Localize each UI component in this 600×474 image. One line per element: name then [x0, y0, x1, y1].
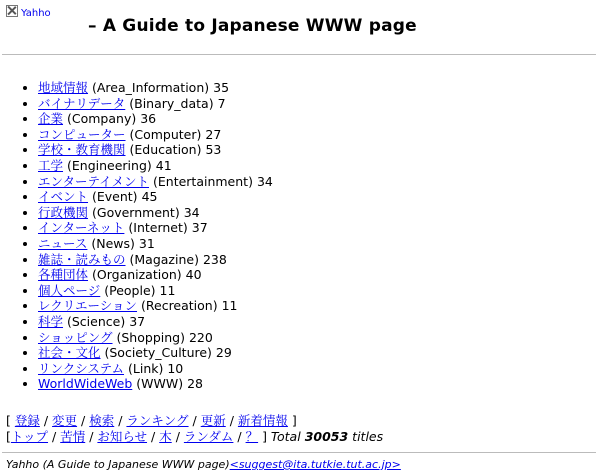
- nav-help-link[interactable]: ？: [245, 428, 259, 444]
- category-link[interactable]: 工学: [38, 157, 64, 173]
- category-count: 7: [217, 95, 226, 111]
- category-english: (Entertainment): [153, 173, 253, 189]
- category-link[interactable]: エンターテイメント: [38, 173, 150, 189]
- nav-row-1: [ 登録 / 変更 / 検索 / ランキング / 更新 / 新着情報 ]: [6, 413, 297, 428]
- category-english: (WWW): [136, 376, 184, 392]
- category-link[interactable]: 企業: [38, 111, 64, 127]
- category-count: 27: [205, 126, 222, 142]
- nav-search-link[interactable]: 検索: [89, 413, 115, 428]
- nav-new-info-link[interactable]: 新着情報: [237, 413, 288, 428]
- category-count: 10: [167, 360, 184, 376]
- category-english: (Engineering): [67, 157, 152, 173]
- list-item: [38, 174, 273, 190]
- logo-alt-text: Yahho: [21, 8, 51, 19]
- list-item: [38, 220, 273, 236]
- category-link[interactable]: 各種団体: [38, 267, 89, 283]
- list-item: [38, 252, 273, 268]
- list-item: [38, 236, 273, 252]
- category-link[interactable]: 雑誌・読みもの: [38, 251, 126, 267]
- total-count: 30053: [304, 428, 349, 444]
- list-item: [38, 111, 273, 127]
- category-link[interactable]: ニュース: [38, 235, 88, 251]
- category-count: 41: [155, 157, 172, 173]
- category-link[interactable]: リンクシステム: [38, 360, 125, 376]
- category-english: (Shopping): [116, 329, 185, 345]
- list-item: [38, 314, 273, 330]
- category-english: (Science): [67, 313, 126, 329]
- category-count: 34: [183, 204, 200, 220]
- top-divider: [2, 54, 596, 55]
- navigation-links: [6, 413, 383, 444]
- category-link[interactable]: コンピューター: [38, 126, 126, 142]
- category-english: (Government): [92, 204, 180, 220]
- category-count: 37: [191, 220, 208, 236]
- category-link[interactable]: イベント: [38, 189, 89, 205]
- logo-broken-image: [6, 5, 51, 19]
- footer-address: [6, 458, 401, 471]
- list-item: [38, 205, 273, 221]
- total-suffix: titles: [352, 428, 384, 444]
- list-item: [38, 267, 273, 283]
- category-english: (Magazine): [129, 251, 199, 267]
- list-item: [38, 158, 273, 174]
- list-item: [38, 361, 273, 377]
- category-link[interactable]: 社会・文化: [38, 345, 101, 361]
- category-english: (Organization): [92, 267, 182, 283]
- category-count: 40: [185, 267, 202, 283]
- contact-email-link[interactable]: <suggest@ita.tutkie.tut.ac.jp>: [229, 458, 401, 471]
- category-count: 53: [205, 142, 222, 158]
- list-item: [38, 189, 273, 205]
- footer-text: Yahho (A Guide to Japanese WWW page): [6, 458, 230, 471]
- category-link[interactable]: 学校・教育機関: [38, 142, 126, 158]
- list-item: [38, 142, 273, 158]
- category-english: (Society_Culture): [104, 345, 212, 361]
- category-link[interactable]: レクリエーション: [38, 298, 138, 314]
- nav-ranking-link[interactable]: ランキング: [126, 413, 189, 428]
- category-link[interactable]: 地域情報: [38, 80, 89, 95]
- category-english: (Recreation): [141, 298, 218, 314]
- nav-register-link[interactable]: 登録: [14, 413, 40, 428]
- total-label: Total: [270, 428, 301, 444]
- list-item: [38, 127, 273, 143]
- broken-image-icon: [6, 5, 18, 17]
- nav-change-link[interactable]: 変更: [52, 413, 78, 428]
- nav-random-link[interactable]: ランダム: [183, 428, 234, 444]
- category-count: 36: [140, 111, 157, 127]
- nav-row-2: [トップ / 苦情 / お知らせ / 木 / ランダム / ？ ] Total 30053 titles: [6, 428, 384, 444]
- category-link[interactable]: 行政機関: [38, 204, 89, 220]
- category-english: (Company): [67, 111, 137, 127]
- category-english: (Computer): [129, 126, 202, 142]
- category-english: (Event): [92, 189, 138, 205]
- category-english: (Link): [128, 360, 164, 376]
- category-count: 238: [202, 251, 227, 267]
- category-link[interactable]: 科学: [38, 313, 64, 329]
- nav-tree-link[interactable]: 木: [159, 428, 172, 444]
- list-item: [38, 283, 273, 299]
- category-link[interactable]: バイナリデータ: [38, 95, 126, 111]
- list-item: [38, 330, 273, 346]
- category-count: 220: [188, 329, 213, 345]
- bottom-divider: [2, 452, 596, 453]
- category-count: 11: [159, 282, 176, 298]
- category-english: (People): [104, 282, 156, 298]
- category-english: (News): [91, 235, 135, 251]
- list-item: [38, 298, 273, 314]
- page-title: – A Guide to Japanese WWW page: [88, 16, 417, 36]
- category-link[interactable]: WorldWideWeb: [38, 376, 133, 392]
- category-list: [0, 80, 273, 392]
- category-link[interactable]: ショッピング: [38, 329, 113, 345]
- category-english: (Area_Information): [92, 80, 210, 95]
- category-count: 11: [221, 298, 238, 314]
- category-count: 35: [213, 80, 230, 95]
- category-count: 37: [129, 313, 146, 329]
- list-item: [38, 96, 273, 112]
- category-count: 28: [187, 376, 203, 392]
- category-count: 31: [138, 235, 155, 251]
- nav-complaint-link[interactable]: 苦情: [60, 428, 86, 444]
- list-item: [38, 376, 273, 392]
- category-link[interactable]: 個人ページ: [38, 282, 101, 298]
- category-count: 45: [141, 189, 158, 205]
- category-count: 34: [256, 173, 273, 189]
- category-link[interactable]: インターネット: [38, 220, 125, 236]
- category-english: (Internet): [128, 220, 188, 236]
- category-count: 29: [215, 345, 232, 361]
- list-item: [38, 345, 273, 361]
- nav-update-link[interactable]: 更新: [200, 413, 226, 428]
- list-item: [38, 80, 273, 96]
- nav-notice-link[interactable]: お知らせ: [97, 428, 148, 444]
- category-english: (Binary_data): [129, 95, 214, 111]
- nav-top-link[interactable]: トップ: [10, 428, 49, 444]
- category-english: (Education): [129, 142, 202, 158]
